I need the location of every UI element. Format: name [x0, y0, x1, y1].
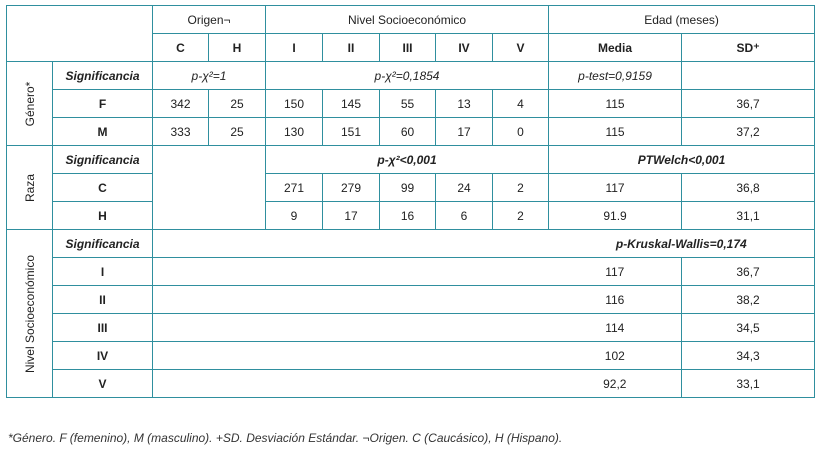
header-col-nivel-iii: III — [380, 34, 436, 62]
cell-sd: 38,2 — [682, 286, 815, 314]
genero-sig-origen: p-χ²=1 — [153, 62, 266, 90]
footnote: *Género. F (femenino), M (masculino). +SD. Desviación Estándar. ¬Origen. C (Caucásico), H (Hispano). — [8, 431, 563, 445]
nivel-group-text: Nivel Socioeconómico — [22, 254, 37, 373]
cell: 17 — [323, 202, 380, 230]
row-label: H — [53, 202, 153, 230]
nivel-sig-empty — [153, 230, 549, 258]
cell: 333 — [153, 118, 209, 146]
raza-sig-nivel: p-χ²<0,001 — [266, 146, 549, 174]
table-row — [7, 342, 815, 370]
cell: 2 — [493, 174, 549, 202]
cell: 24 — [436, 174, 493, 202]
cell: 25 — [209, 118, 266, 146]
header-col-media: Media — [549, 34, 682, 62]
cell: 9 — [266, 202, 323, 230]
cell: 55 — [380, 90, 436, 118]
table-row — [7, 314, 815, 342]
cell: 99 — [380, 174, 436, 202]
cell: 0 — [493, 118, 549, 146]
nivel-group-label — [7, 230, 53, 398]
cell: 60 — [380, 118, 436, 146]
header-nivel: Nivel Socioeconómico — [266, 6, 549, 34]
cell-sd: 33,1 — [682, 370, 815, 398]
row-label: C — [53, 174, 153, 202]
cell: 150 — [266, 90, 323, 118]
cell-sd: 36,7 — [682, 258, 815, 286]
row-label: V — [53, 370, 153, 398]
cell-media: 92,2 — [549, 370, 682, 398]
header-col-origen-h: H — [209, 34, 266, 62]
table-row — [7, 118, 815, 146]
cell: 130 — [266, 118, 323, 146]
genero-sig-nivel: p-χ²=0,1854 — [266, 62, 549, 90]
statistics-table — [6, 5, 815, 398]
nivel-sig-edad: p-Kruskal-Wallis=0,174 — [549, 230, 815, 258]
row-empty — [153, 258, 549, 286]
cell: 17 — [436, 118, 493, 146]
cell-sd: 37,2 — [682, 118, 815, 146]
cell-sd: 31,1 — [682, 202, 815, 230]
cell-sd: 36,8 — [682, 174, 815, 202]
row-label: III — [53, 314, 153, 342]
cell: 4 — [493, 90, 549, 118]
header-edad: Edad (meses) — [549, 6, 815, 34]
header-col-nivel-v: V — [493, 34, 549, 62]
table-row — [7, 174, 815, 202]
table-row — [7, 202, 815, 230]
raza-sig-row — [7, 146, 815, 174]
cell: 271 — [266, 174, 323, 202]
header-col-nivel-ii: II — [323, 34, 380, 62]
genero-sig-row — [7, 62, 815, 90]
nivel-sig-row — [7, 230, 815, 258]
row-label: II — [53, 286, 153, 314]
table-row — [7, 258, 815, 286]
genero-sig-label: Significancia — [53, 62, 153, 90]
header-col-origen-c: C — [153, 34, 209, 62]
cell-media: 117 — [549, 258, 682, 286]
table-row — [7, 370, 815, 398]
genero-sig-empty — [682, 62, 815, 90]
nivel-sig-label: Significancia — [53, 230, 153, 258]
cell-media: 115 — [549, 90, 682, 118]
cell-media: 116 — [549, 286, 682, 314]
cell: 2 — [493, 202, 549, 230]
header-col-nivel-i: I — [266, 34, 323, 62]
cell: 16 — [380, 202, 436, 230]
cell-sd: 34,5 — [682, 314, 815, 342]
row-label: M — [53, 118, 153, 146]
cell: 279 — [323, 174, 380, 202]
raza-group-text: Raza — [22, 173, 37, 202]
header-col-nivel-iv: IV — [436, 34, 493, 62]
table-row — [7, 90, 815, 118]
cell-media: 114 — [549, 314, 682, 342]
row-label: I — [53, 258, 153, 286]
genero-sig-edad: p-test=0,9159 — [549, 62, 682, 90]
cell-media: 91.9 — [549, 202, 682, 230]
cell: 145 — [323, 90, 380, 118]
genero-group-text: Género* — [22, 81, 37, 126]
row-label: IV — [53, 342, 153, 370]
cell: 25 — [209, 90, 266, 118]
row-empty — [153, 342, 549, 370]
raza-group-label — [7, 146, 53, 230]
header-origen: Origen¬ — [153, 6, 266, 34]
row-empty — [153, 286, 549, 314]
raza-sig-edad: PTWelch<0,001 — [549, 146, 815, 174]
cell-media: 117 — [549, 174, 682, 202]
genero-group-label — [7, 62, 53, 146]
raza-origen-empty — [153, 146, 266, 230]
cell-media: 115 — [549, 118, 682, 146]
header-col-sd: SD⁺ — [682, 34, 815, 62]
row-empty — [153, 370, 549, 398]
row-label: F — [53, 90, 153, 118]
cell: 151 — [323, 118, 380, 146]
cell: 6 — [436, 202, 493, 230]
cell-sd: 36,7 — [682, 90, 815, 118]
raza-sig-label: Significancia — [53, 146, 153, 174]
header-corner — [7, 6, 153, 62]
row-empty — [153, 314, 549, 342]
cell-media: 102 — [549, 342, 682, 370]
table-row — [7, 286, 815, 314]
cell: 342 — [153, 90, 209, 118]
cell-sd: 34,3 — [682, 342, 815, 370]
header-row-1 — [7, 6, 815, 34]
cell: 13 — [436, 90, 493, 118]
